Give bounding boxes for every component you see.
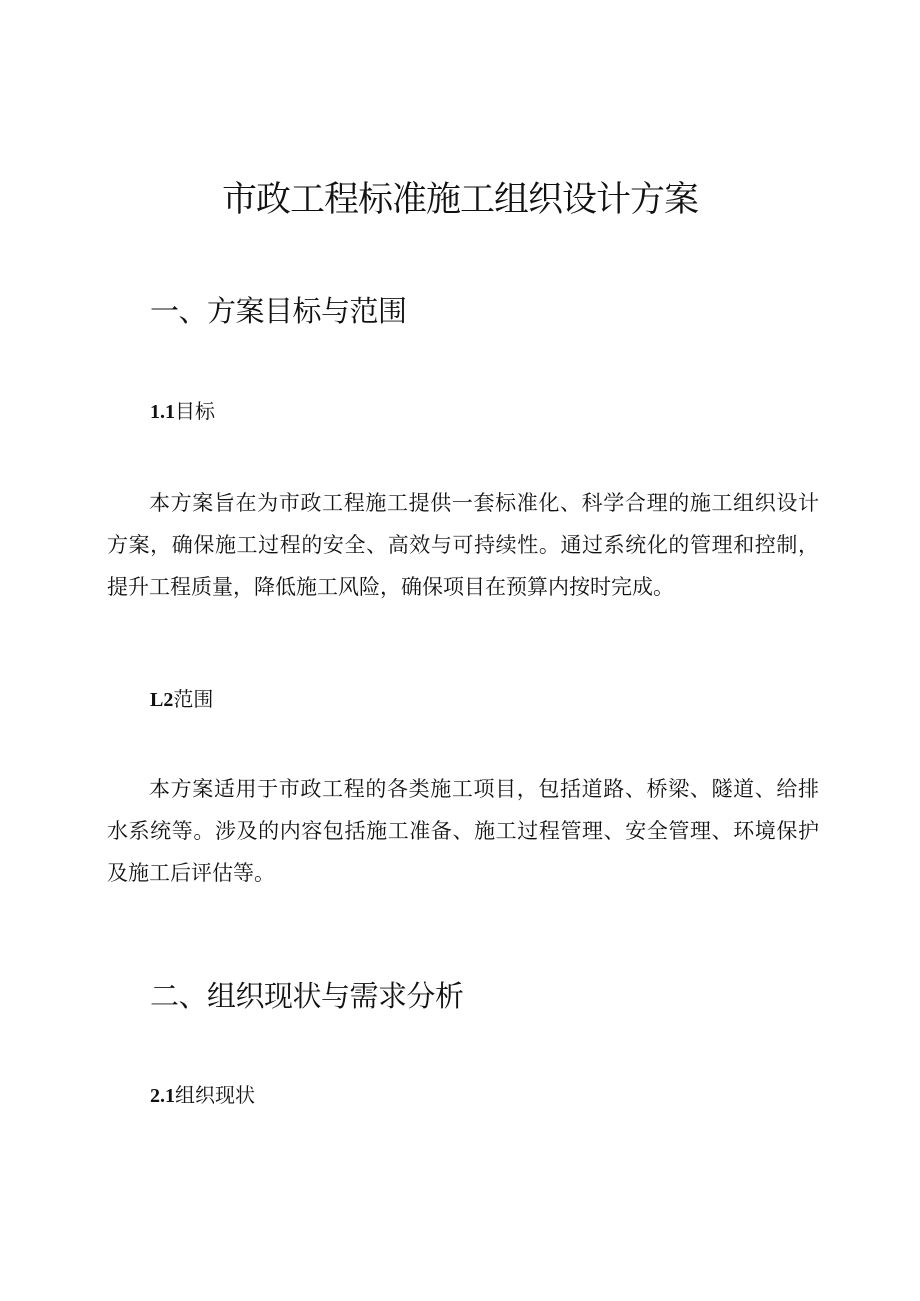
subsection-1-1-heading xyxy=(150,396,215,427)
subsection-1-1-number: 1.1 xyxy=(150,401,175,423)
subsection-1-1-paragraph: 本方案旨在为市政工程施工提供一套标准化、科学合理的施工组织设计方案，确保施工过程的安全、高效与可持续性。通过系统化的管理和控制，提升工程质量，降低施工风险，确保项目在预算内按时完成。 xyxy=(107,491,819,599)
subsection-2-1-number: 2.1 xyxy=(150,1085,175,1107)
subsection-2-1-label: 组织现状 xyxy=(175,1083,255,1107)
document-title: 市政工程标准施工组织设计方案 xyxy=(221,180,698,220)
subsection-1-1-label: 目标 xyxy=(175,399,215,423)
subsection-1-2-paragraph: 本方案适用于市政工程的各类施工项目，包括道路、桥梁、隧道、给排水系统等。涉及的内容包括施工准备、施工过程管理、安全管理、环境保护及施工后评估等。 xyxy=(107,777,819,885)
subsection-1-2-number: L2 xyxy=(150,689,174,711)
subsection-2-1-heading xyxy=(150,1080,255,1111)
section-1-heading: 一、方案目标与范围 xyxy=(150,294,407,328)
section-2-heading: 二、组织现状与需求分析 xyxy=(150,979,464,1013)
subsection-1-2-heading xyxy=(150,684,213,715)
subsection-1-2-label: 范围 xyxy=(173,687,214,711)
